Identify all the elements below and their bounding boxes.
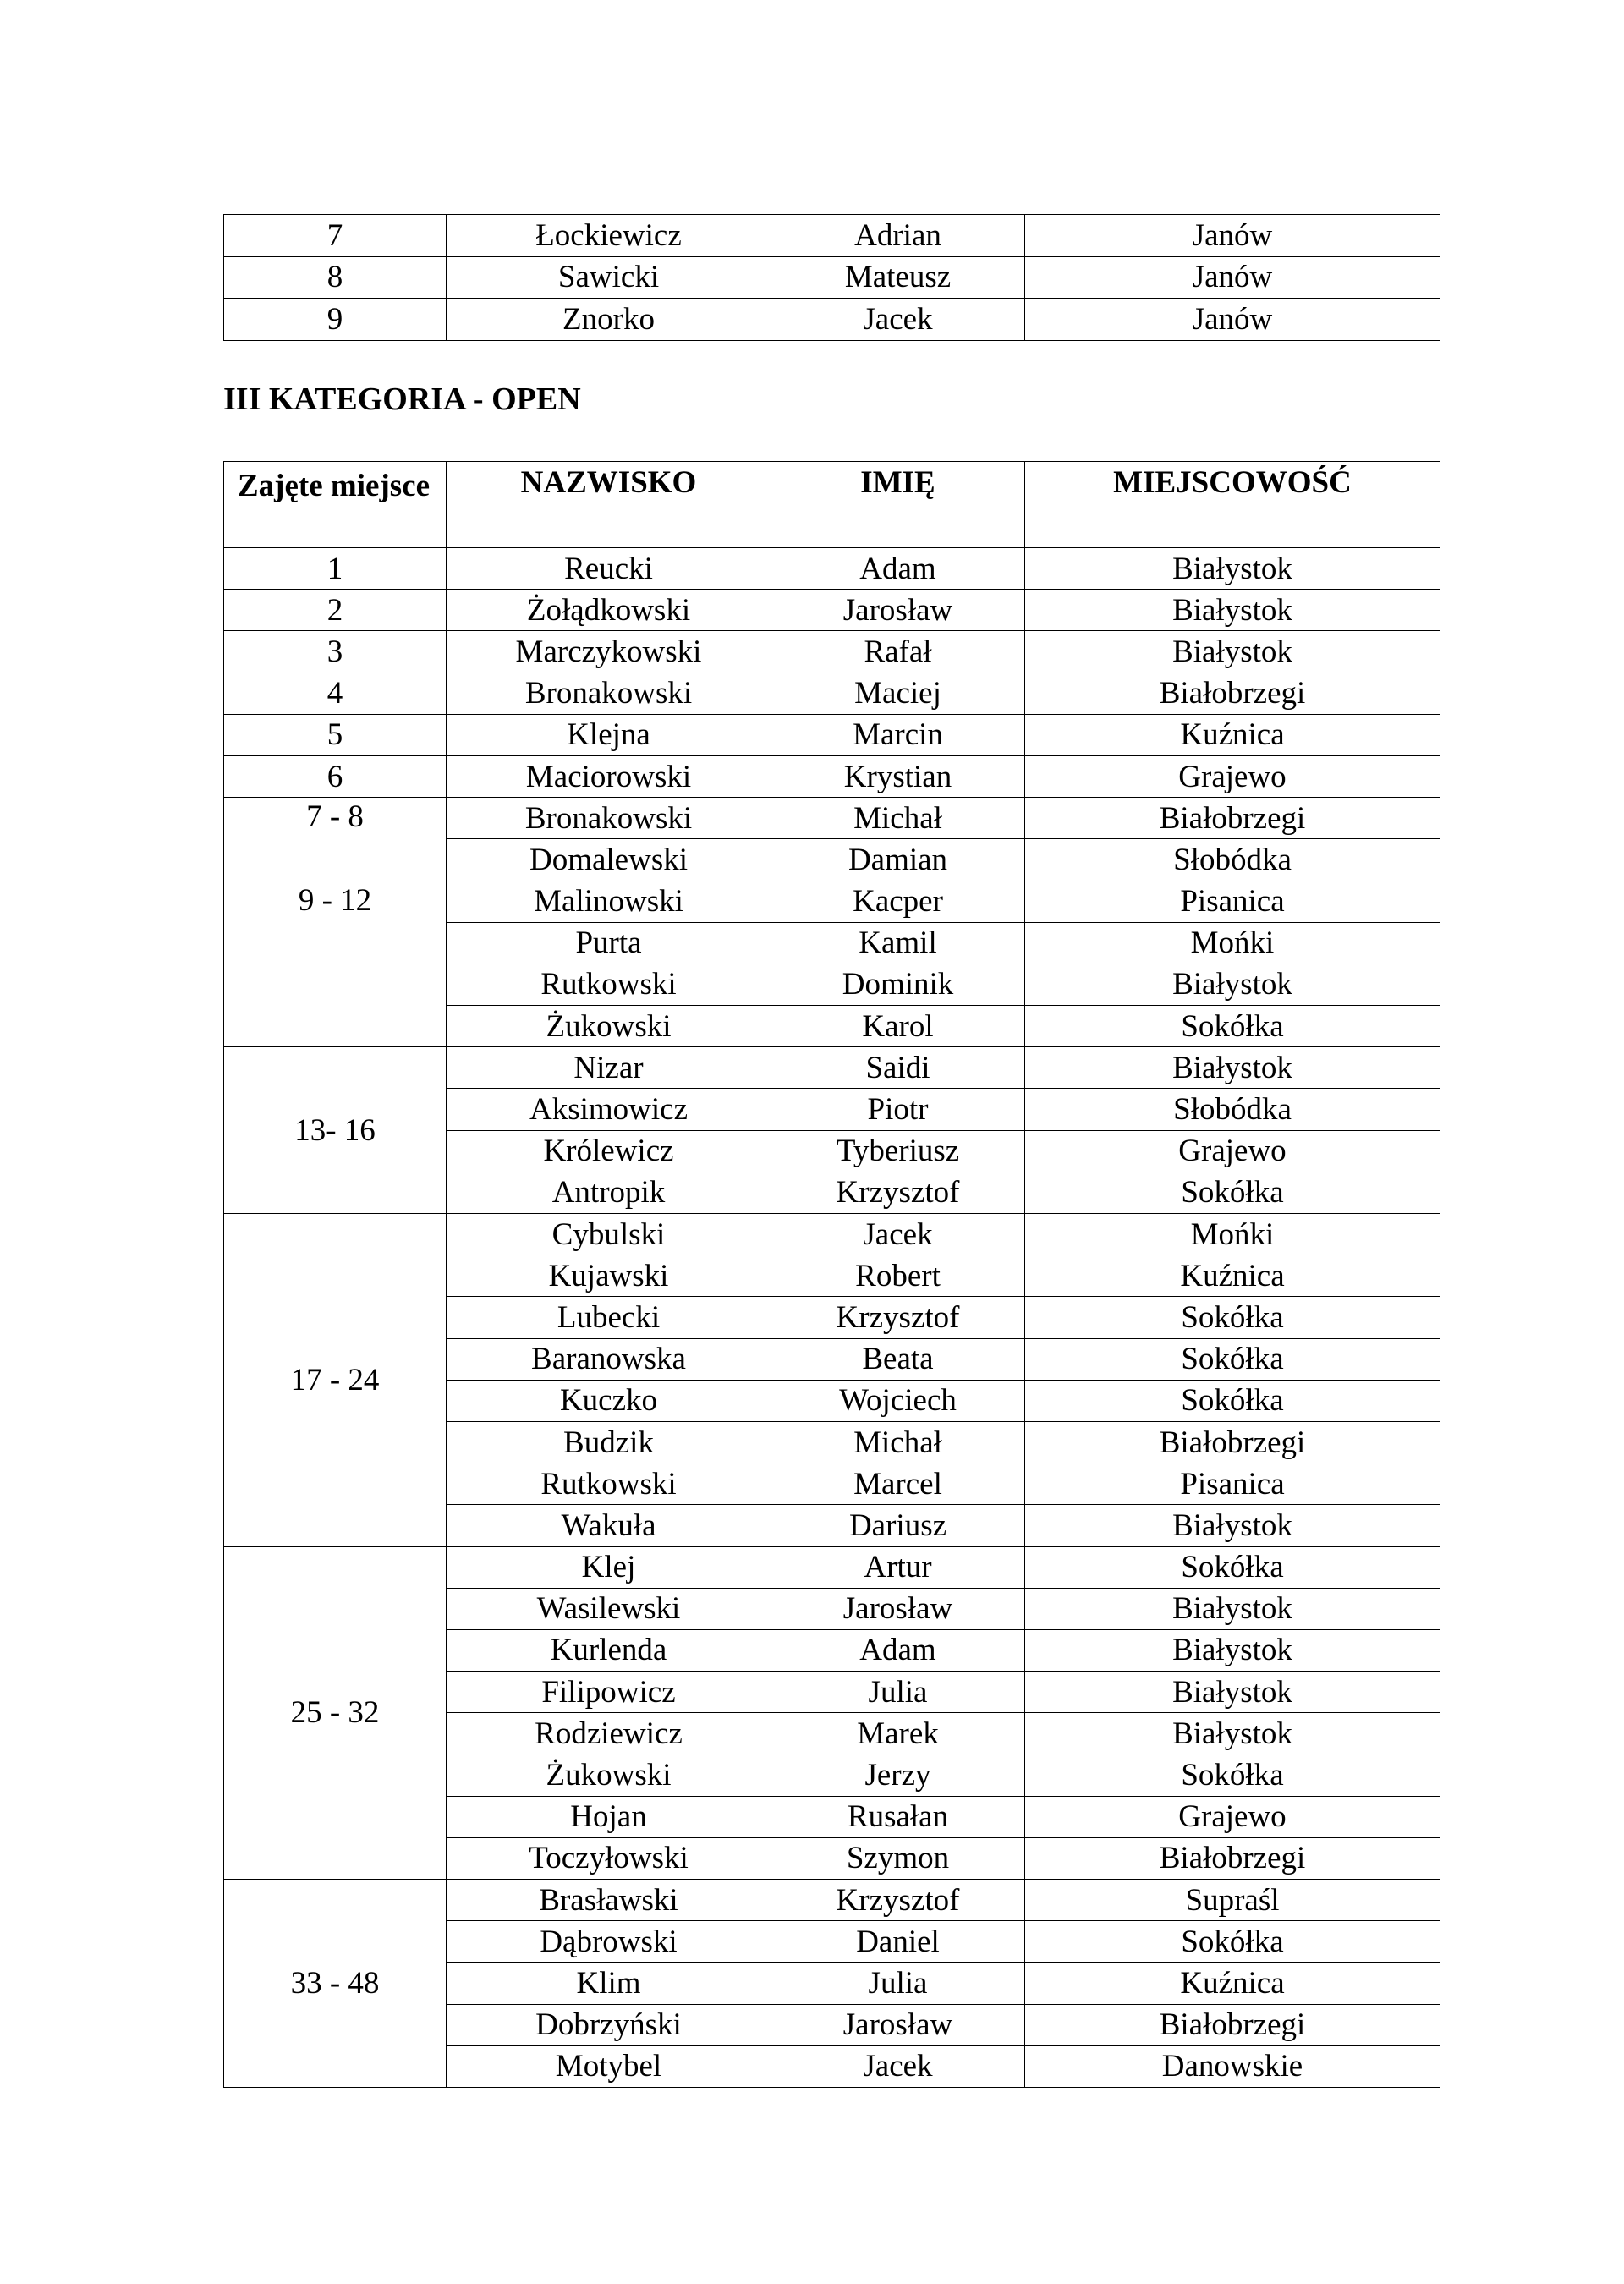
name-cell: Krystian bbox=[771, 755, 1025, 797]
town-cell: Janów bbox=[1025, 256, 1440, 299]
surname-cell: Brasławski bbox=[447, 1880, 771, 1921]
surname-cell: Nizar bbox=[447, 1047, 771, 1089]
surname-cell: Reucki bbox=[447, 548, 771, 590]
surname-cell: Kujawski bbox=[447, 1255, 771, 1297]
town-cell: Białystok bbox=[1025, 1047, 1440, 1089]
place-cell: 3 bbox=[224, 631, 447, 673]
name-cell: Julia bbox=[771, 1672, 1025, 1713]
surname-cell: Antropik bbox=[447, 1172, 771, 1213]
town-cell: Kuźnica bbox=[1025, 1963, 1440, 2004]
town-cell: Białystok bbox=[1025, 548, 1440, 590]
town-cell: Janów bbox=[1025, 299, 1440, 341]
town-cell: Białobrzegi bbox=[1025, 2004, 1440, 2045]
place-cell: 13- 16 bbox=[224, 1047, 447, 1214]
name-cell: Robert bbox=[771, 1255, 1025, 1297]
header-row bbox=[224, 462, 1440, 548]
table-row bbox=[224, 631, 1440, 673]
place-cell: 7 - 8 bbox=[224, 798, 447, 881]
place-cell: 33 - 48 bbox=[224, 1880, 447, 2088]
town-cell: Mońki bbox=[1025, 922, 1440, 964]
table-row bbox=[224, 1880, 1440, 1921]
surname-cell: Baranowska bbox=[447, 1338, 771, 1380]
surname-cell: Klim bbox=[447, 1963, 771, 2004]
surname-cell: Aksimowicz bbox=[447, 1089, 771, 1130]
place-cell: 7 bbox=[224, 215, 447, 257]
name-cell: Saidi bbox=[771, 1047, 1025, 1089]
surname-cell: Maciorowski bbox=[447, 755, 771, 797]
name-cell: Krzysztof bbox=[771, 1297, 1025, 1338]
name-cell: Karol bbox=[771, 1006, 1025, 1047]
surname-cell: Kuczko bbox=[447, 1380, 771, 1421]
name-cell: Szymon bbox=[771, 1837, 1025, 1879]
town-cell: Białobrzegi bbox=[1025, 1837, 1440, 1879]
place-cell: 2 bbox=[224, 590, 447, 631]
place-cell: 8 bbox=[224, 256, 447, 299]
name-cell: Marcel bbox=[771, 1463, 1025, 1505]
surname-cell: Purta bbox=[447, 922, 771, 964]
name-cell: Wojciech bbox=[771, 1380, 1025, 1421]
town-cell: Białobrzegi bbox=[1025, 673, 1440, 714]
surname-cell: Wakuła bbox=[447, 1505, 771, 1546]
place-cell: 25 - 32 bbox=[224, 1546, 447, 1880]
name-cell: Kamil bbox=[771, 922, 1025, 964]
results-table-body bbox=[224, 548, 1440, 2088]
town-cell: Białystok bbox=[1025, 1505, 1440, 1546]
surname-cell: Budzik bbox=[447, 1421, 771, 1463]
table-row bbox=[224, 256, 1440, 299]
table-row bbox=[224, 548, 1440, 590]
surname-cell: Żukowski bbox=[447, 1006, 771, 1047]
name-cell: Maciej bbox=[771, 673, 1025, 714]
surname-cell: Hojan bbox=[447, 1796, 771, 1837]
town-cell: Białobrzegi bbox=[1025, 1421, 1440, 1463]
town-cell: Sokółka bbox=[1025, 1006, 1440, 1047]
place-cell: 1 bbox=[224, 548, 447, 590]
name-cell: Beata bbox=[771, 1338, 1025, 1380]
name-cell: Damian bbox=[771, 839, 1025, 881]
name-cell: Michał bbox=[771, 798, 1025, 839]
surname-cell: Rutkowski bbox=[447, 1463, 771, 1505]
surname-cell: Filipowicz bbox=[447, 1672, 771, 1713]
place-cell: 4 bbox=[224, 673, 447, 714]
surname-cell: Dąbrowski bbox=[447, 1921, 771, 1963]
header-surname: NAZWISKO bbox=[447, 462, 771, 548]
town-cell: Sokółka bbox=[1025, 1338, 1440, 1380]
name-cell: Jacek bbox=[771, 1214, 1025, 1255]
town-cell: Słobódka bbox=[1025, 839, 1440, 881]
name-cell: Daniel bbox=[771, 1921, 1025, 1963]
surname-cell: Dobrzyński bbox=[447, 2004, 771, 2045]
town-cell: Grajewo bbox=[1025, 755, 1440, 797]
name-cell: Adam bbox=[771, 548, 1025, 590]
surname-cell: Królewicz bbox=[447, 1130, 771, 1172]
surname-cell: Żukowski bbox=[447, 1754, 771, 1796]
surname-cell: Łockiewicz bbox=[447, 215, 771, 257]
town-cell: Mońki bbox=[1025, 1214, 1440, 1255]
name-cell: Adrian bbox=[771, 215, 1025, 257]
name-cell: Julia bbox=[771, 1963, 1025, 2004]
table-row bbox=[224, 1214, 1440, 1255]
place-cell: 9 - 12 bbox=[224, 881, 447, 1047]
town-cell: Sokółka bbox=[1025, 1380, 1440, 1421]
name-cell: Jarosław bbox=[771, 590, 1025, 631]
table-row bbox=[224, 673, 1440, 714]
table-row bbox=[224, 1546, 1440, 1588]
surname-cell: Wasilewski bbox=[447, 1588, 771, 1629]
town-cell: Pisanica bbox=[1025, 1463, 1440, 1505]
surname-cell: Motybel bbox=[447, 2045, 771, 2087]
name-cell: Mateusz bbox=[771, 256, 1025, 299]
table-row bbox=[224, 714, 1440, 755]
name-cell: Jarosław bbox=[771, 1588, 1025, 1629]
town-cell: Sokółka bbox=[1025, 1921, 1440, 1963]
place-cell: 5 bbox=[224, 714, 447, 755]
name-cell: Jarosław bbox=[771, 2004, 1025, 2045]
place-cell: 17 - 24 bbox=[224, 1214, 447, 1547]
town-cell: Białystok bbox=[1025, 1588, 1440, 1629]
surname-cell: Malinowski bbox=[447, 881, 771, 922]
name-cell: Michał bbox=[771, 1421, 1025, 1463]
surname-cell: Sawicki bbox=[447, 256, 771, 299]
town-cell: Grajewo bbox=[1025, 1130, 1440, 1172]
name-cell: Jerzy bbox=[771, 1754, 1025, 1796]
header-place: Zajęte miejsce bbox=[224, 462, 447, 548]
name-cell: Marcin bbox=[771, 714, 1025, 755]
town-cell: Sokółka bbox=[1025, 1297, 1440, 1338]
surname-cell: Marczykowski bbox=[447, 631, 771, 673]
table-row bbox=[224, 881, 1440, 922]
surname-cell: Bronakowski bbox=[447, 673, 771, 714]
surname-cell: Rodziewicz bbox=[447, 1713, 771, 1754]
surname-cell: Kurlenda bbox=[447, 1629, 771, 1671]
surname-cell: Żołądkowski bbox=[447, 590, 771, 631]
town-cell: Sokółka bbox=[1025, 1754, 1440, 1796]
name-cell: Dariusz bbox=[771, 1505, 1025, 1546]
surname-cell: Rutkowski bbox=[447, 964, 771, 1005]
header-town: MIEJSCOWOŚĆ bbox=[1025, 462, 1440, 548]
town-cell: Białystok bbox=[1025, 1713, 1440, 1754]
town-cell: Białystok bbox=[1025, 964, 1440, 1005]
town-cell: Janów bbox=[1025, 215, 1440, 257]
table-row bbox=[224, 798, 1440, 839]
town-cell: Sokółka bbox=[1025, 1172, 1440, 1213]
table-row bbox=[224, 1047, 1440, 1089]
name-cell: Piotr bbox=[771, 1089, 1025, 1130]
table-row bbox=[224, 755, 1440, 797]
town-cell: Białystok bbox=[1025, 1672, 1440, 1713]
name-cell: Krzysztof bbox=[771, 1172, 1025, 1213]
town-cell: Białobrzegi bbox=[1025, 798, 1440, 839]
town-cell: Grajewo bbox=[1025, 1796, 1440, 1837]
town-cell: Pisanica bbox=[1025, 881, 1440, 922]
name-cell: Rafał bbox=[771, 631, 1025, 673]
surname-cell: Bronakowski bbox=[447, 798, 771, 839]
surname-cell: Cybulski bbox=[447, 1214, 771, 1255]
town-cell: Białystok bbox=[1025, 1629, 1440, 1671]
header-name: IMIĘ bbox=[771, 462, 1025, 548]
name-cell: Rusałan bbox=[771, 1796, 1025, 1837]
town-cell: Kuźnica bbox=[1025, 1255, 1440, 1297]
surname-cell: Klejna bbox=[447, 714, 771, 755]
surname-cell: Domalewski bbox=[447, 839, 771, 881]
town-cell: Białystok bbox=[1025, 631, 1440, 673]
name-cell: Tyberiusz bbox=[771, 1130, 1025, 1172]
place-cell: 6 bbox=[224, 755, 447, 797]
town-cell: Sokółka bbox=[1025, 1546, 1440, 1588]
surname-cell: Lubecki bbox=[447, 1297, 771, 1338]
name-cell: Kacper bbox=[771, 881, 1025, 922]
place-cell: 9 bbox=[224, 299, 447, 341]
continuation-table bbox=[223, 214, 1440, 341]
name-cell: Adam bbox=[771, 1629, 1025, 1671]
name-cell: Dominik bbox=[771, 964, 1025, 1005]
category-heading: III KATEGORIA - OPEN bbox=[223, 382, 581, 417]
name-cell: Marek bbox=[771, 1713, 1025, 1754]
table-row bbox=[224, 215, 1440, 257]
surname-cell: Klej bbox=[447, 1546, 771, 1588]
results-table bbox=[223, 461, 1440, 2088]
town-cell: Supraśl bbox=[1025, 1880, 1440, 1921]
surname-cell: Toczyłowski bbox=[447, 1837, 771, 1879]
name-cell: Krzysztof bbox=[771, 1880, 1025, 1921]
name-cell: Jacek bbox=[771, 299, 1025, 341]
town-cell: Danowskie bbox=[1025, 2045, 1440, 2087]
name-cell: Jacek bbox=[771, 2045, 1025, 2087]
town-cell: Kuźnica bbox=[1025, 714, 1440, 755]
table-row bbox=[224, 590, 1440, 631]
surname-cell: Znorko bbox=[447, 299, 771, 341]
town-cell: Białystok bbox=[1025, 590, 1440, 631]
town-cell: Słobódka bbox=[1025, 1089, 1440, 1130]
name-cell: Artur bbox=[771, 1546, 1025, 1588]
table-row bbox=[224, 299, 1440, 341]
continuation-table-body bbox=[224, 215, 1440, 341]
